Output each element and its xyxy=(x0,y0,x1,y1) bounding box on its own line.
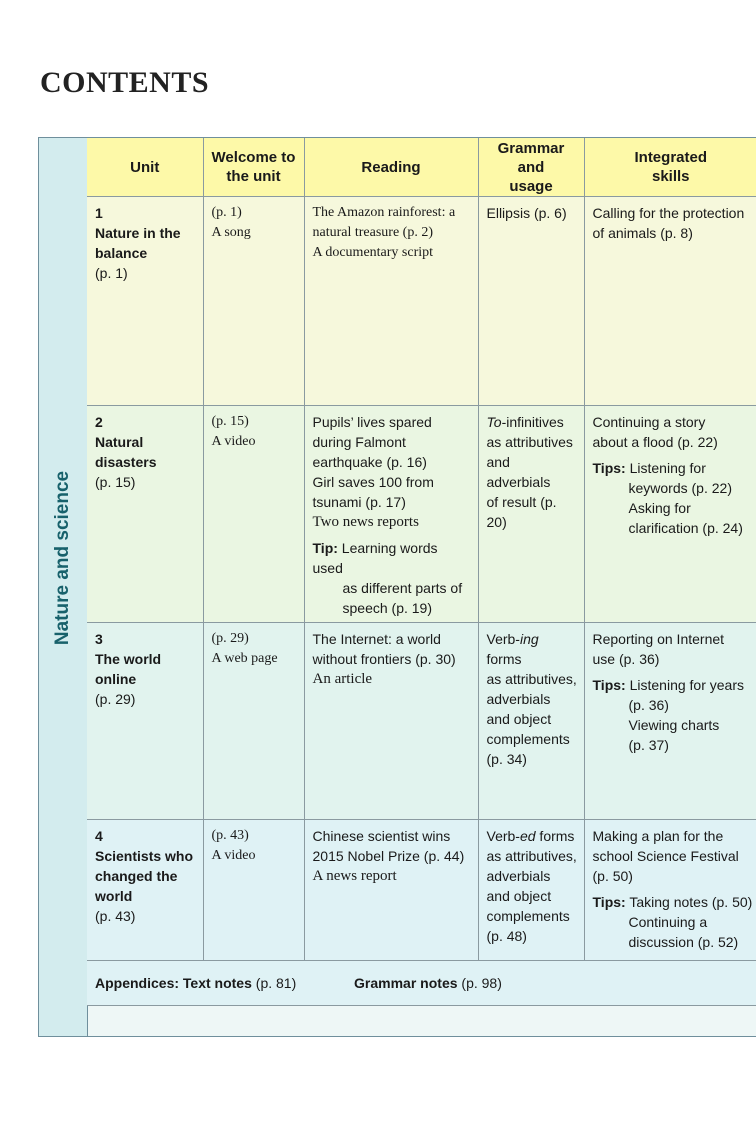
header-row xyxy=(87,138,756,197)
unit-number: 3 xyxy=(95,631,103,647)
unit-title: Natural disasters xyxy=(95,434,157,470)
table-row xyxy=(87,197,756,406)
section-side-band xyxy=(39,138,88,1036)
welcome-cell: (p. 29) A web page xyxy=(203,623,304,820)
skills-cell: Making a plan for the school Science Festival (p. 50) Tips: Taking notes (p. 50) Continuing a discussion (p. 52) xyxy=(584,820,756,987)
unit-cell xyxy=(87,406,203,623)
skills-cell: Reporting on Internet use (p. 36) Tips: Listening for years (p. 36) Viewing charts (p. 37) xyxy=(584,623,756,820)
welcome-cell: (p. 1) A song xyxy=(203,197,304,406)
reading-cell: Chinese scientist wins 2015 Nobel Prize (p. 44) A news report xyxy=(304,820,478,987)
contents-table xyxy=(87,138,756,987)
grammar-cell: To-infinitives as attributives and adverbials of result (p. 20) xyxy=(478,406,584,623)
skills-cell: Calling for the protection of animals (p. 8) xyxy=(584,197,756,406)
contents-table-frame xyxy=(38,137,756,1037)
header-reading: Reading xyxy=(304,138,478,197)
unit-cell xyxy=(87,623,203,820)
unit-page: (p. 43) xyxy=(95,908,136,924)
welcome-cell: (p. 43) A video xyxy=(203,820,304,987)
unit-number: 2 xyxy=(95,414,103,430)
unit-page: (p. 15) xyxy=(95,474,136,490)
skills-cell: Continuing a story about a flood (p. 22) Tips: Listening for keywords (p. 22) Asking for clarification (p. 24) xyxy=(584,406,756,623)
table-row xyxy=(87,406,756,623)
welcome-cell: (p. 15) A video xyxy=(203,406,304,623)
unit-title: Nature in the balance xyxy=(95,225,181,261)
section-label: Nature and science xyxy=(52,470,73,646)
reading-cell: Pupils’ lives spared during Falmont earthquake (p. 16) Girl saves 100 from tsunami (p. 17) Two news reports Tip: Learning words used as different parts of speech (p. 19) xyxy=(304,406,478,623)
appendix-grammar-notes-label: Grammar notes xyxy=(354,975,458,991)
header-grammar: Grammar and usage xyxy=(478,138,584,197)
appendix-grammar-notes-page: (p. 98) xyxy=(461,975,502,991)
skills-tips: Tips: Taking notes (p. 50) Continuing a discussion (p. 52) xyxy=(592,894,753,950)
skills-tips: Tips: Listening for years (p. 36) Viewing charts (p. 37) xyxy=(592,677,744,753)
unit-page: (p. 1) xyxy=(95,265,128,281)
grammar-cell: Verb-ing forms as attributives, adverbials and object complements (p. 34) xyxy=(478,623,584,820)
grammar-cell: Ellipsis (p. 6) xyxy=(478,197,584,406)
unit-cell xyxy=(87,197,203,406)
reading-cell: The Internet: a world without frontiers (p. 30) An article xyxy=(304,623,478,820)
unit-title: The world online xyxy=(95,651,162,687)
grammar-cell: Verb-ed forms as attributives, adverbials and object complements (p. 48) xyxy=(478,820,584,987)
header-unit: Unit xyxy=(87,138,203,197)
appendix-text-notes-label: Appendices: Text notes xyxy=(95,975,252,991)
reading-tip: Tip: Learning words used as different parts of speech (p. 19) xyxy=(312,540,463,616)
appendices-row xyxy=(87,960,756,1006)
unit-number: 1 xyxy=(95,205,103,221)
page-title: CONTENTS xyxy=(40,66,210,99)
skills-tips: Tips: Listening for keywords (p. 22) Asking for clarification (p. 24) xyxy=(592,460,743,536)
appendix-text-notes-page: (p. 81) xyxy=(255,975,297,991)
header-welcome: Welcome to the unit xyxy=(203,138,304,197)
unit-number: 4 xyxy=(95,828,103,844)
unit-page: (p. 29) xyxy=(95,691,136,707)
reading-cell: The Amazon rainforest: a natural treasure (p. 2) A documentary script xyxy=(304,197,478,406)
header-skills: Integrated skills xyxy=(584,138,756,197)
unit-title: Scientists who changed the world xyxy=(95,848,194,904)
table-row xyxy=(87,623,756,820)
